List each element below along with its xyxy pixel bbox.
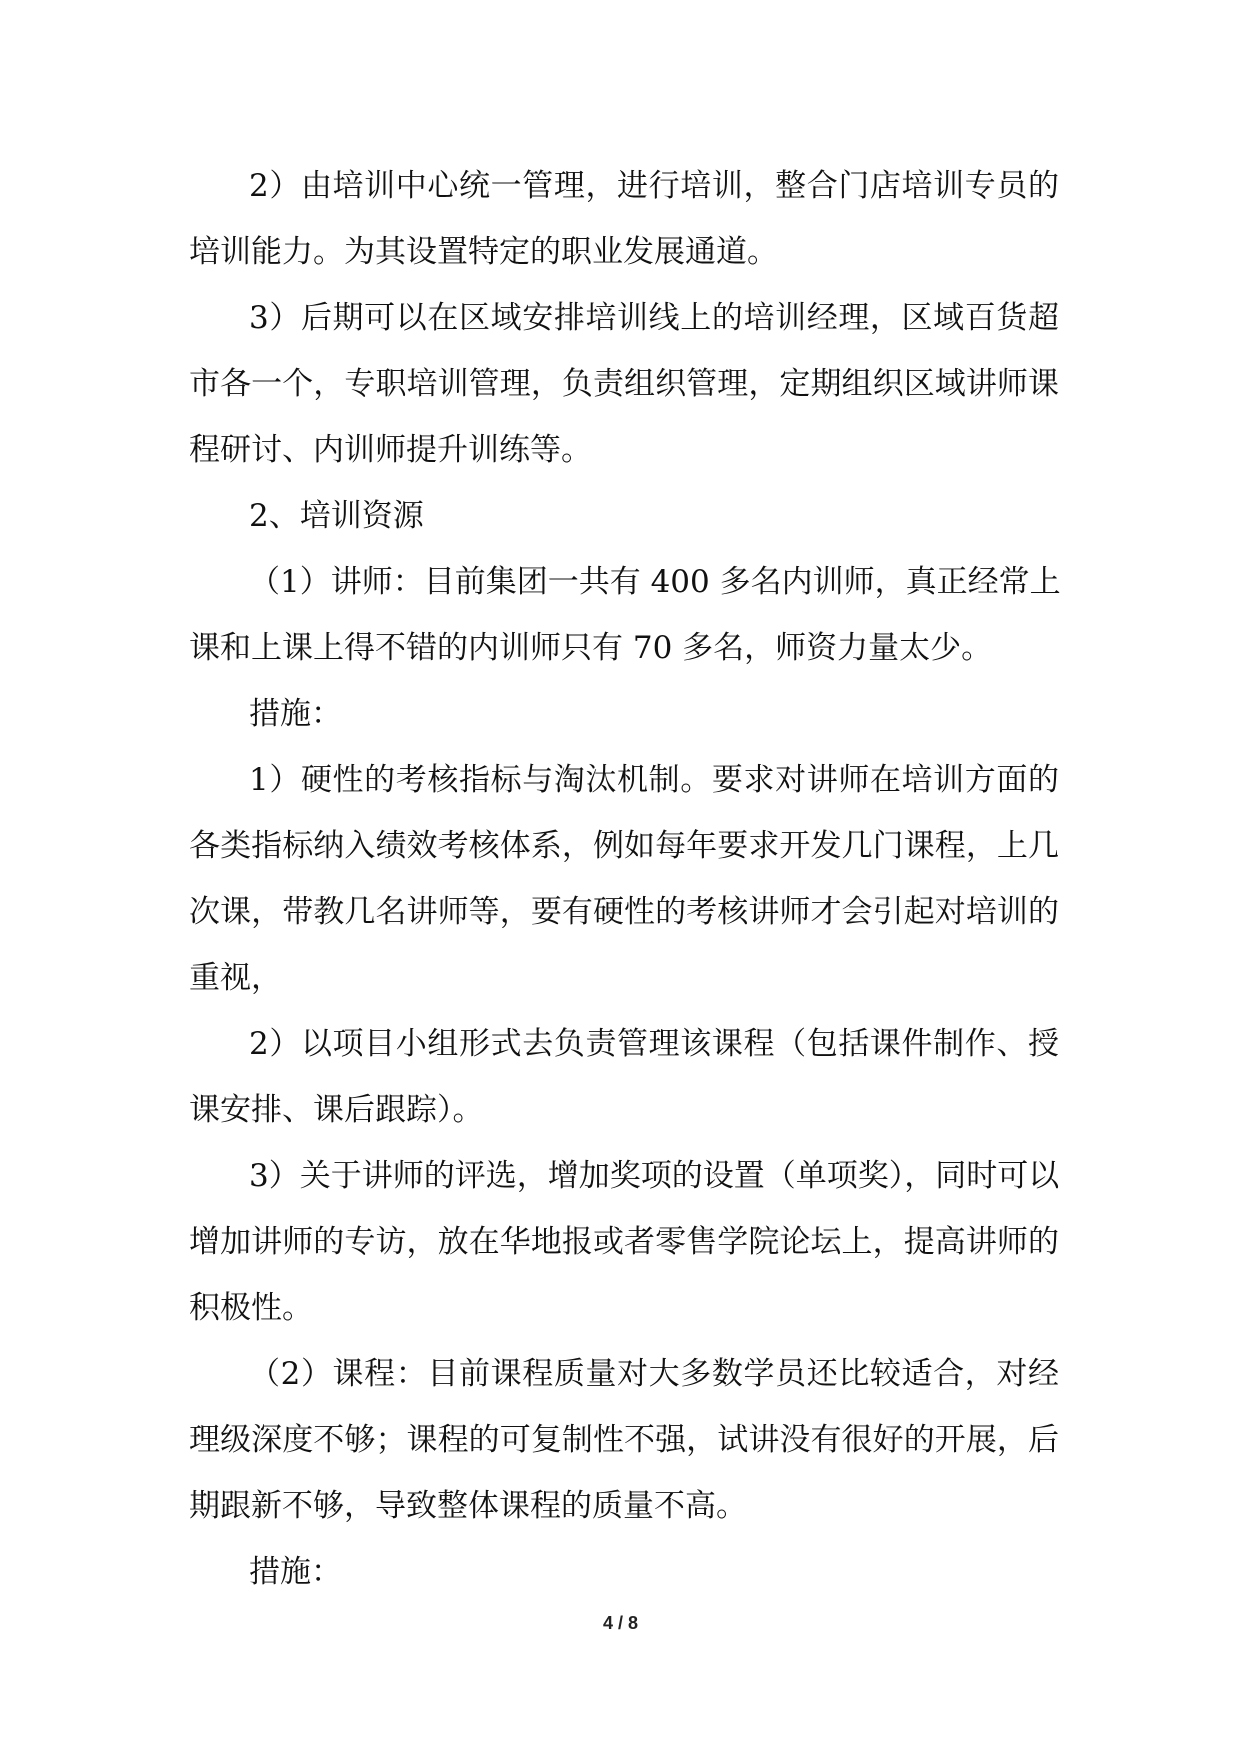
paragraph-line: 2）以项目小组形式去负责管理该课程（包括课件制作、授 xyxy=(249,1026,1059,1062)
paragraph-line: 3）后期可以在区域安排培训线上的培训经理，区域百货超 xyxy=(249,300,1059,336)
paragraph-line: 3）关于讲师的评选，增加奖项的设置（单项奖），同时可以 xyxy=(249,1158,1060,1194)
paragraph-line: 1）硬性的考核指标与淘汰机制。要求对讲师在培训方面的 xyxy=(249,762,1059,798)
paragraph-line: 重视， xyxy=(189,960,282,996)
paragraph-line: 2）由培训中心统一管理，进行培训，整合门店培训专员的 xyxy=(249,168,1059,204)
paragraph-line: 积极性。 xyxy=(189,1290,313,1326)
page-number: 4 / 8 xyxy=(602,1613,639,1633)
measures-label: 措施： xyxy=(249,696,342,732)
paragraph-line: （1）讲师：目前集团一共有 400 多名内训师，真正经常上 xyxy=(249,564,1061,600)
paragraph-line: 课安排、课后跟踪）。 xyxy=(189,1092,484,1128)
paragraph-line: 程研讨、内训师提升训练等。 xyxy=(189,432,592,468)
paragraph-line: 增加讲师的专访，放在华地报或者零售学院论坛上，提高讲师的 xyxy=(189,1224,1059,1260)
paragraph-line: 各类指标纳入绩效考核体系，例如每年要求开发几门课程，上几 xyxy=(189,828,1059,864)
section-heading: 2、培训资源 xyxy=(249,498,424,534)
paragraph-line: 课和上课上得不错的内训师只有 70 多名，师资力量太少。 xyxy=(189,630,993,666)
paragraph-line: 市各一个，专职培训管理，负责组织管理，定期组织区域讲师课 xyxy=(189,366,1059,402)
paragraph-line: 次课，带教几名讲师等，要有硬性的考核讲师才会引起对培训的 xyxy=(189,894,1059,930)
paragraph-line: 理级深度不够；课程的可复制性不强，试讲没有很好的开展，后 xyxy=(189,1422,1059,1458)
paragraph-line: （2）课程：目前课程质量对大多数学员还比较适合，对经 xyxy=(249,1356,1059,1392)
paragraph-line: 培训能力。为其设置特定的职业发展通道。 xyxy=(189,234,778,270)
paragraph-line: 期跟新不够，导致整体课程的质量不高。 xyxy=(189,1488,747,1524)
measures-label: 措施： xyxy=(249,1554,342,1590)
